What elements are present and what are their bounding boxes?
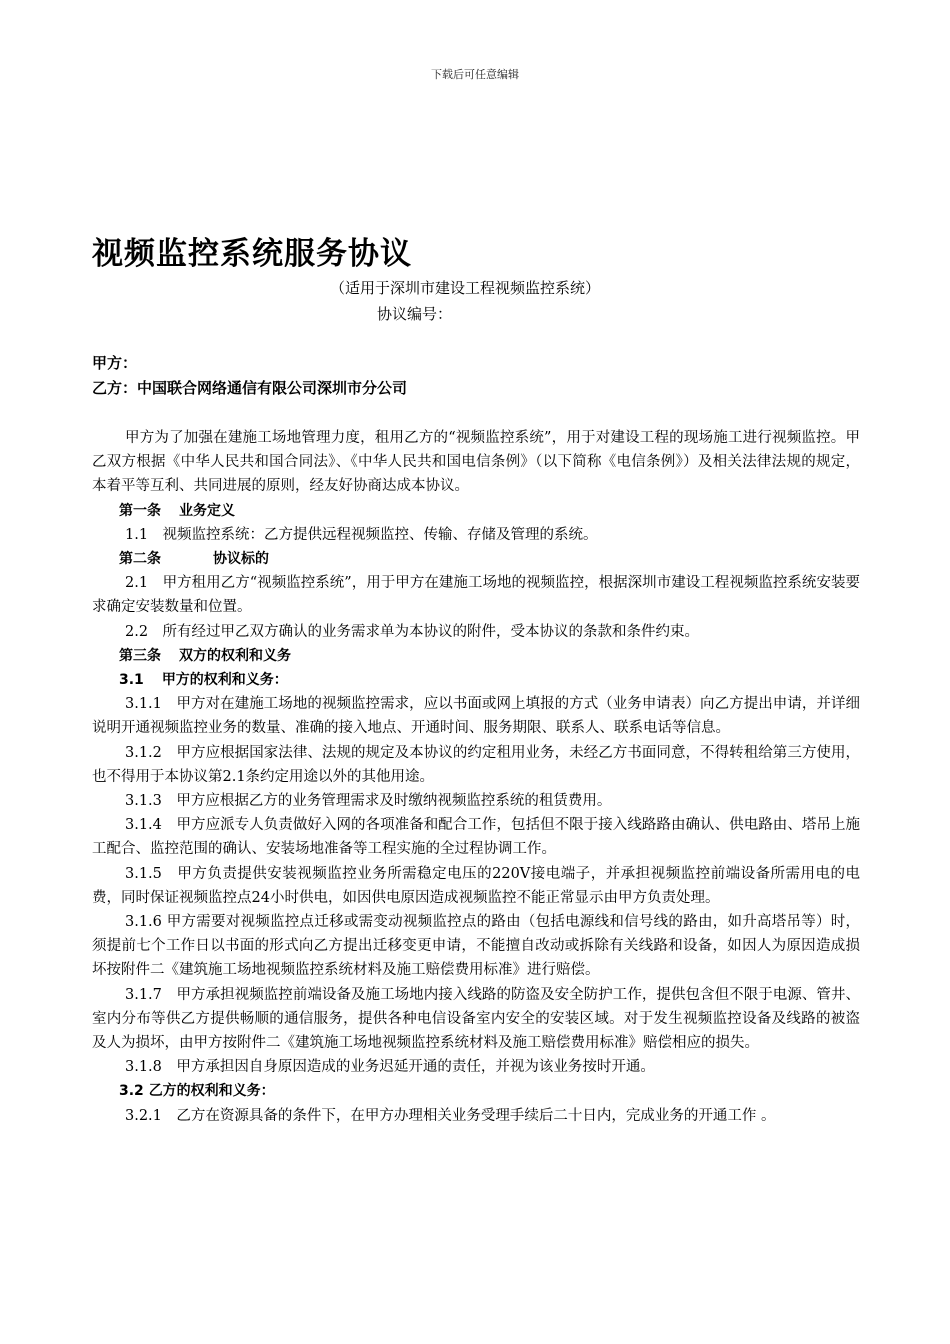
clause-2-1: 2.1 甲方租用乙方“视频监控系统”，用于甲方在建施工场地的视频监控，根据深圳市建设工程视频监控系统安装要求确定安装数量和位置。 <box>92 575 860 616</box>
article-3-number: 第三条 <box>119 647 161 664</box>
clause-3-1-6: 3.1.6 甲方需要对视频监控点迁移或需变动视频监控点的路由（包括电源线和信号线的路由，如升高塔吊等）时，须提前七个工作日以书面的形式向乙方提出迁移变更申请，不能擅自改动或拆除有关线路和设备，如因人为原因造成损坏按附件二《建筑施工场地视频监控系统材料及施工赔偿费用标准》进行赔偿。 <box>92 914 860 979</box>
article-2-heading <box>92 547 860 571</box>
section-3-1-title: 甲方的权利和义务： <box>161 672 288 689</box>
clause-1-1: 1.1 视频监控系统：乙方提供远程视频监控、传输、存储及管理的系统。 <box>125 526 598 543</box>
article-2-title: 协议标的 <box>213 551 269 568</box>
clause-3-1-2: 3.1.2 甲方应根据国家法律、法规的规定及本协议的约定租用业务，未经乙方书面同意，不得转租给第三方使用，也不得用于本协议第2.1条约定用途以外的其他用途。 <box>92 744 860 785</box>
agreement-body <box>92 426 860 1128</box>
clause-3-1-1: 3.1.1 甲方对在建施工场地的视频监控需求，应以书面或网上填报的方式（业务申请表）向乙方提出申请，并详细说明开通视频监控业务的数量、准确的接入地点、开通时间、服务期限、联系人、联系电话等信息。 <box>92 696 860 737</box>
agreement-number-label: 协议编号： <box>377 305 453 323</box>
section-3-2-heading <box>92 1079 860 1103</box>
clause-3-1-8: 3.1.8 甲方承担因自身原因造成的业务迟延开通的责任，并视为该业务按时开通。 <box>125 1059 655 1076</box>
article-3-heading <box>92 644 860 668</box>
section-3-2-title: 乙方的权利和义务： <box>148 1083 275 1100</box>
article-2-number: 第二条 <box>119 551 161 568</box>
article-1-heading <box>92 499 860 523</box>
header-note: 下载后可任意编辑 <box>431 68 519 81</box>
clause-3-1-3: 3.1.3 甲方应根据乙方的业务管理需求及时缴纳视频监控系统的租赁费用。 <box>125 793 612 810</box>
section-3-2-number: 3.2 <box>119 1083 144 1100</box>
preamble: 甲方为了加强在建施工场地管理力度，租用乙方的“视频监控系统”，用于对建设工程的现场施工进行视频监控。甲乙双方根据《中华人民共和国合同法》、《中华人民共和国电信条例》（以下简称《电信条例》）及相关法律法规的规定，本着平等互利、共同进展的原则，经友好协商达成本协议。 <box>92 430 860 495</box>
document-title: 视频监控系统服务协议 <box>92 236 412 272</box>
section-3-1-number: 3.1 <box>119 672 144 689</box>
party-b: 乙方：中国联合网络通信有限公司深圳市分公司 <box>92 379 408 397</box>
article-3-title: 双方的权利和义务 <box>179 647 291 664</box>
article-1-title: 业务定义 <box>179 502 235 519</box>
clause-3-1-5: 3.1.5 甲方负责提供安装视频监控业务所需稳定电压的220V接电端子，并承担视频监控前端设备所需用电的电费，同时保证视频监控点24小时供电，如因供电原因造成视频监控不能正常显示由甲方负责处理。 <box>92 865 860 906</box>
section-3-1-heading <box>92 668 860 692</box>
party-a: 甲方： <box>92 354 138 372</box>
clause-3-1-7: 3.1.7 甲方承担视频监控前端设备及施工场地内接入线路的防盗及安全防护工作，提供包含但不限于电源、管井、室内分布等供乙方提供畅顺的通信服务，提供各种电信设备室内安全的安装区域。对于发生视频监控设备及线路的被盗及人为损坏，由甲方按附件二《建筑施工场地视频监控系统材料及施工赔偿费用标准》赔偿相应的损失。 <box>92 986 860 1052</box>
clause-2-2: 2.2 所有经过甲乙双方确认的业务需求单为本协议的附件，受本协议的条款和条件约束。 <box>125 623 700 640</box>
article-1-number: 第一条 <box>119 502 161 519</box>
clause-3-2-1: 3.2.1 乙方在资源具备的条件下，在甲方办理相关业务受理手续后二十日内，完成业务的开通工作 。 <box>125 1107 776 1124</box>
document-subtitle: （适用于深圳市建设工程视频监控系统） <box>330 279 601 297</box>
clause-3-1-4: 3.1.4 甲方应派专人负责做好入网的各项准备和配合工作，包括但不限于接入线路路由确认、供电路由、塔吊上施工配合、监控范围的确认、安装场地准备等工程实施的全过程协调工作。 <box>92 817 860 858</box>
